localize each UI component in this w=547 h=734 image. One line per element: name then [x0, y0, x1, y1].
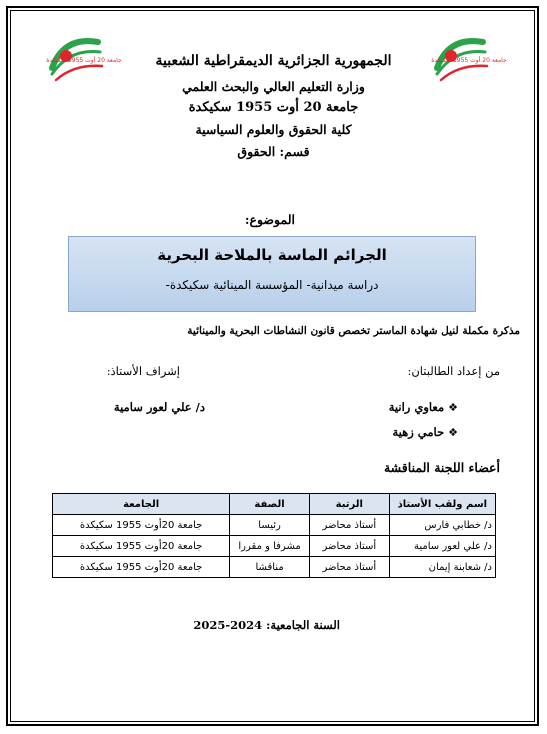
- faculty-name: كلية الحقوق والعلوم السياسية: [195, 122, 352, 138]
- column-header-rank: الرتبة: [309, 494, 389, 515]
- table-row: [53, 536, 496, 557]
- member-university: جامعة 20أوت 1955 سكيكدة: [53, 536, 230, 557]
- table-row: [53, 515, 496, 536]
- table-row: [53, 557, 496, 578]
- member-name: د/ شعابنة إيمان: [389, 557, 495, 578]
- supervisor-name: د/ علي لعور سامية: [113, 400, 205, 414]
- column-header-name: اسم ولقب الأستاذ: [389, 494, 495, 515]
- university-logo-right: [429, 28, 507, 86]
- svg-text:جامعة 20 أوت 1955 سكيكدة: جامعة 20 أوت 1955 سكيكدة: [431, 57, 507, 64]
- institution-header: [120, 52, 427, 160]
- committee-table: [52, 493, 496, 578]
- member-university: جامعة 20أوت 1955 سكيكدة: [53, 557, 230, 578]
- svg-text:جامعة 20 أوت 1955 سكيكدة: جامعة 20 أوت 1955 سكيكدة: [46, 57, 122, 64]
- university-name: جامعة 20 أوت 1955 سكيكدة: [188, 100, 359, 116]
- student-name: ❖حامي زهية: [392, 425, 458, 439]
- member-rank: أستاذ محاضر: [309, 557, 389, 578]
- university-logo-left: [44, 28, 122, 86]
- table-header-row: [53, 494, 496, 515]
- supervision-label: إشراف الأستاذ:: [106, 364, 180, 378]
- department-name: قسم: الحقوق: [237, 143, 310, 159]
- column-header-university: الجامعة: [53, 494, 230, 515]
- diamond-bullet-icon: ❖: [448, 426, 458, 439]
- student-name: ❖معاوي رانية: [388, 400, 458, 414]
- thesis-subtitle: دراسة ميدانية- المؤسسة المينائية سكيكدة-: [165, 278, 379, 292]
- member-name: د/ خطابي فارس: [389, 515, 495, 536]
- ministry-name: وزارة التعليم العالي والبحث العلمي: [182, 78, 365, 94]
- member-role: رئيسا: [230, 515, 310, 536]
- republic-name: الجمهورية الجزائرية الديمقراطية الشعبية: [155, 53, 392, 69]
- member-name: د/ علي لعور سامية: [389, 536, 495, 557]
- thesis-title-box: [68, 236, 476, 312]
- memo-description: مذكرة مكملة لنيل شهادة الماستر تخصص قانون النشاطات البحرية والمينائية: [187, 325, 520, 337]
- member-rank: أستاذ محاضر: [309, 536, 389, 557]
- column-header-role: الصفة: [230, 494, 310, 515]
- committee-title: أعضاء اللجنة المناقشة: [383, 460, 500, 475]
- diamond-bullet-icon: ❖: [448, 401, 458, 414]
- academic-year: السنة الجامعية: 2024-2025: [193, 618, 340, 632]
- member-rank: أستاذ محاضر: [309, 515, 389, 536]
- subject-label: الموضوع:: [244, 212, 295, 227]
- member-role: مناقشا: [230, 557, 310, 578]
- prepared-by-label: من إعداد الطالبتان:: [407, 364, 500, 378]
- member-role: مشرفا و مقررا: [230, 536, 310, 557]
- thesis-title: الجرائم الماسة بالملاحة البحرية: [157, 246, 387, 264]
- member-university: جامعة 20أوت 1955 سكيكدة: [53, 515, 230, 536]
